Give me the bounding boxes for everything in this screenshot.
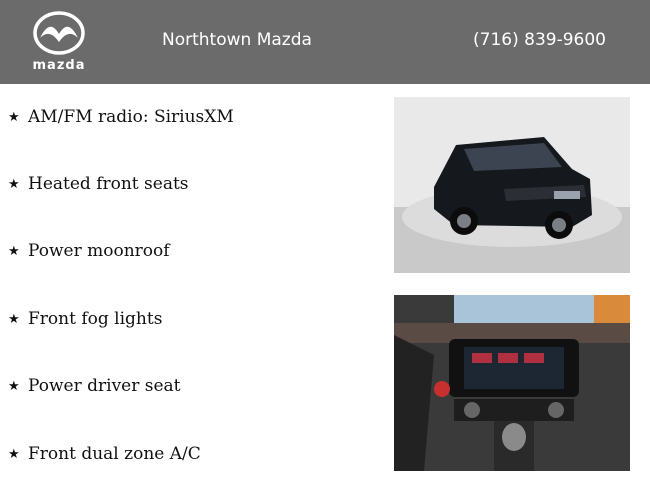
dashboard-interior-illustration [394,295,630,471]
vehicle-interior-photo[interactable] [394,295,630,471]
star-icon: ★ [8,109,20,125]
feature-label: Power moonroof [28,241,170,261]
vehicle-exterior-photo[interactable] [394,97,630,273]
feature-item [8,371,181,401]
star-icon: ★ [8,243,20,259]
feature-item [8,304,162,334]
header-bar [0,0,650,84]
mazda-logo[interactable] [24,10,94,76]
star-icon: ★ [8,378,20,394]
dealer-phone[interactable]: (716) 839-9600 [473,30,606,50]
feature-label: Heated front seats [28,174,189,194]
feature-label: Front fog lights [28,309,163,329]
feature-label: AM/FM radio: SiriusXM [28,107,234,127]
feature-label: Power driver seat [28,376,181,396]
star-icon: ★ [8,446,20,462]
feature-item [8,439,201,469]
feature-item [8,169,189,199]
feature-item [8,236,170,266]
brand-wordmark: mazda [32,58,86,73]
dealer-name: Northtown Mazda [162,30,312,50]
feature-label: Front dual zone A/C [28,444,201,464]
mazda-emblem-icon [32,10,86,56]
star-icon: ★ [8,176,20,192]
suv-exterior-illustration [394,97,630,273]
star-icon: ★ [8,311,20,327]
feature-item [8,102,234,132]
